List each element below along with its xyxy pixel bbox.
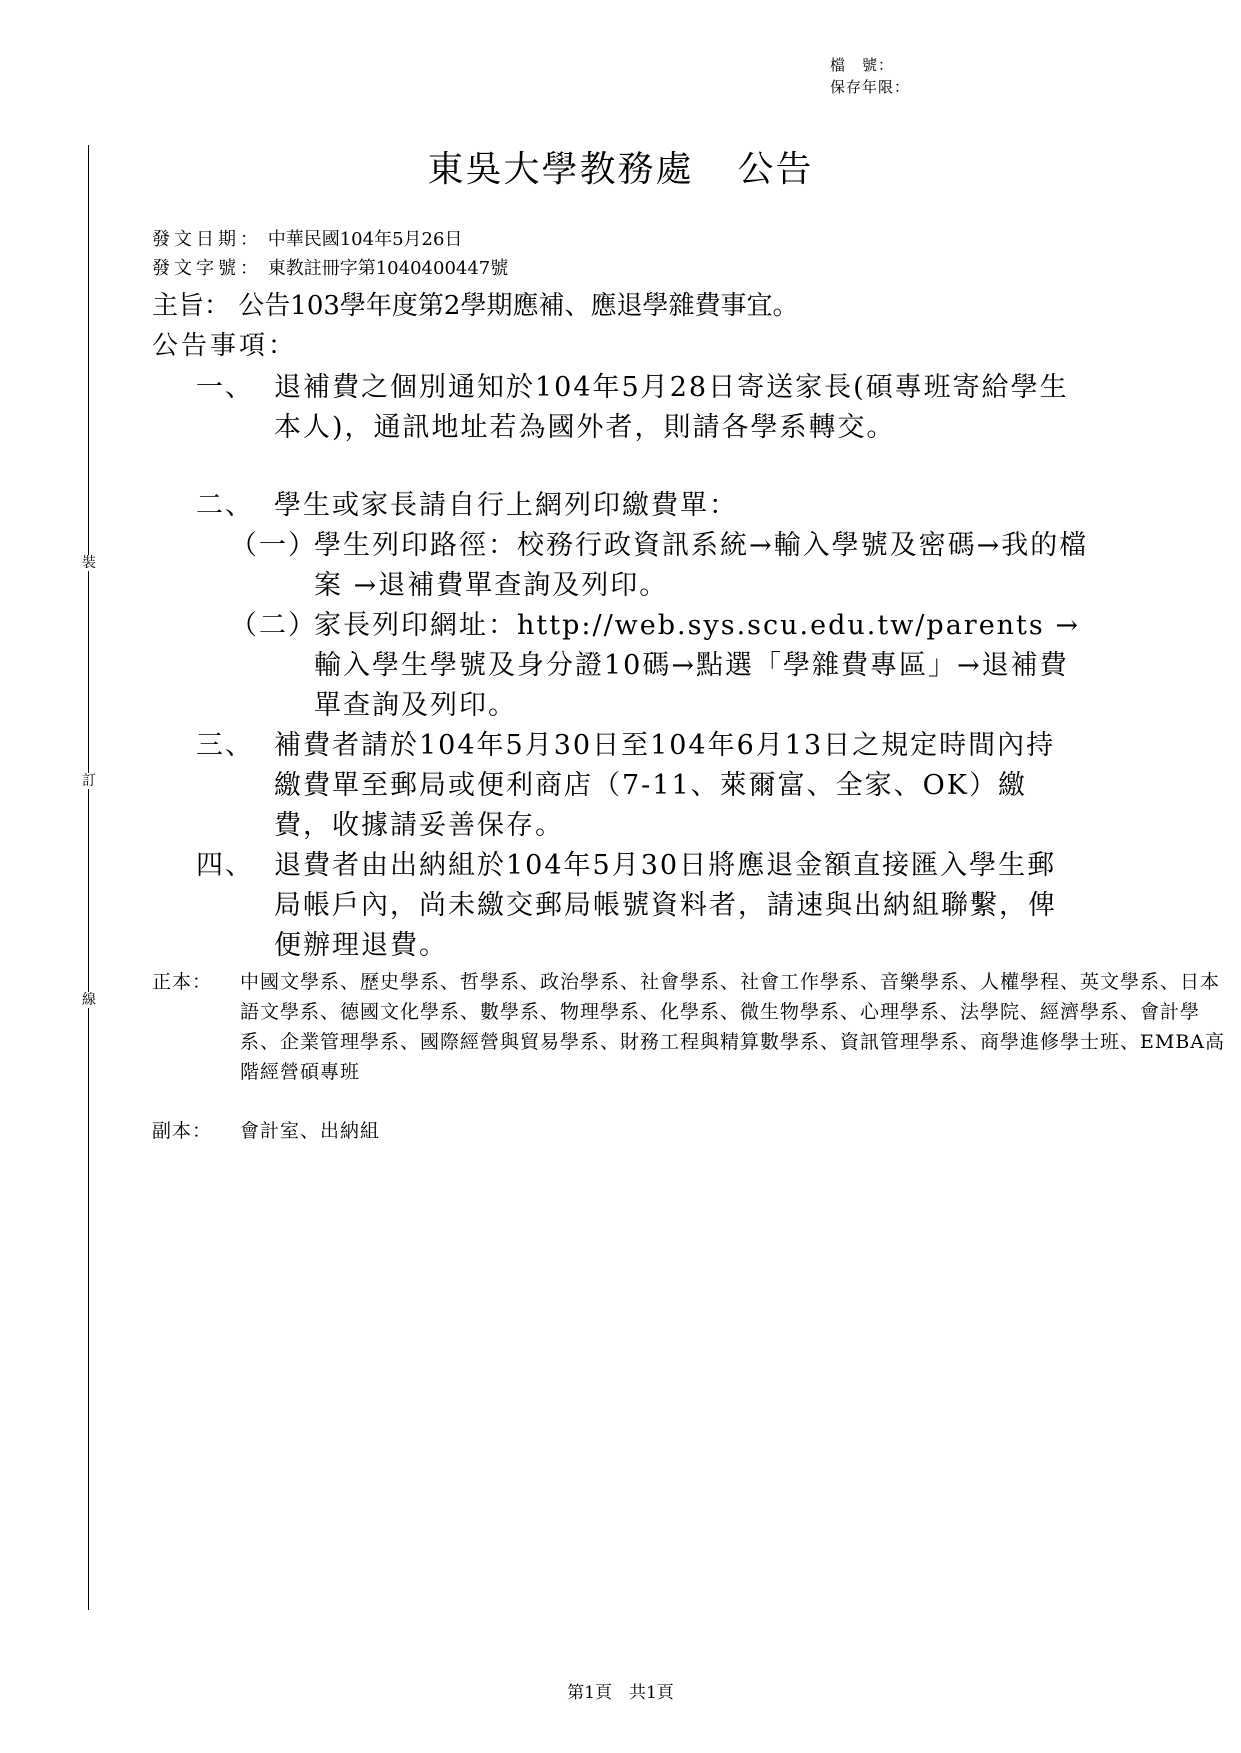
retention-label: 保存年限： <box>830 78 911 96</box>
binding-line <box>88 145 89 1610</box>
file-number-label: 檔 號： <box>830 56 895 74</box>
main-recipients-value: 中國文學系、歷史學系、哲學系、政治學系、社會學系、社會工作學系、音樂學系、人權學程、英文學系、日本語文學系、德國文化學系、數學系、物理學系、化學系、微生物學系、心理學系、法學院、經濟學系、會計學系、企業管理學系、國際經營與貿易學系、財務工程與精算數學系、資訊管理學系、商學進修學士班、EMBA高階經營碩專班 <box>240 971 1226 1083</box>
reference-number <box>152 256 508 282</box>
binding-mark-ding: 訂 <box>82 773 96 789</box>
subject-label: 主旨： <box>152 291 231 321</box>
issue-date-label: 發文日期： <box>152 229 262 250</box>
reference-number-value: 東教註冊字第1040400447號 <box>267 258 509 279</box>
file-meta <box>830 54 910 98</box>
item-text: 補費者請於104年5月30日至104年6月13日之規定時間內持繳費單至郵局或便利商店（7-11、萊爾富、全家、OK）繳費，收據請妥善保存。 <box>274 730 1056 841</box>
item-text: 學生或家長請自行上網列印繳費單： <box>274 490 738 521</box>
item-number: 三、 <box>196 730 254 761</box>
issue-date-value: 中華民國104年5月26日 <box>267 229 463 250</box>
subitem-number: （一） <box>230 530 317 561</box>
page-number: 第1頁 共1頁 <box>567 1683 674 1703</box>
title-org: 東吳大學教務處 <box>427 149 694 190</box>
subitem-text: 學生列印路徑：校務行政資訊系統→輸入學號及密碼→我的檔案 →退補費單查詢及列印。 <box>314 530 1089 601</box>
item-number: 一、 <box>196 372 254 403</box>
title-type: 公告 <box>737 149 814 190</box>
binding-mark-xian: 線 <box>82 992 96 1008</box>
reference-number-label: 發文字號： <box>152 258 262 279</box>
subject-text: 公告103學年度第2學期應補、應退學雜費事宜。 <box>238 291 799 321</box>
copy-recipients-label: 副本： <box>152 1120 213 1142</box>
notice-heading: 公告事項： <box>152 331 298 361</box>
subject <box>152 288 798 324</box>
main-recipients-label: 正本： <box>152 971 213 993</box>
issue-date <box>152 227 462 253</box>
binding-mark-zhuang: 裝 <box>82 555 96 571</box>
subitem-text: 家長列印網址：http://web.sys.scu.edu.tw/parents →輸入學生學號及身分證10碼→點選「學雜費專區」→退補費單查詢及列印。 <box>314 610 1080 721</box>
item-text: 退補費之個別通知於104年5月28日寄送家長(碩專班寄給學生本人)，通訊地址若為國外者，則請各學系轉交。 <box>274 372 1069 443</box>
page-title <box>0 148 1241 192</box>
subitem-number: （二） <box>230 610 317 641</box>
item-text: 退費者由出納組於104年5月30日將應退金額直接匯入學生郵局帳戶內，尚未繳交郵局帳號資料者，請速與出納組聯繫，俾便辦理退費。 <box>274 850 1057 961</box>
item-number: 二、 <box>196 490 254 521</box>
item-number: 四、 <box>196 850 254 881</box>
copy-recipients-value: 會計室、出納組 <box>240 1120 381 1142</box>
